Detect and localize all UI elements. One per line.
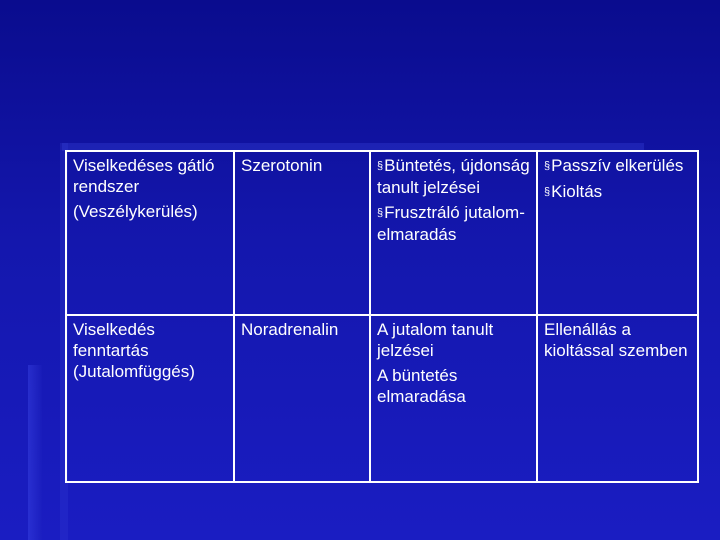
comparison-table (65, 150, 699, 483)
bullet-icon: § (377, 207, 384, 219)
transmitter-cell (234, 151, 370, 315)
list-item: A büntetés elmaradása (377, 366, 466, 406)
transmitter-name: Noradrenalin (241, 320, 339, 339)
table-row (66, 151, 698, 315)
system-subtitle: (Veszélykerülés) (73, 202, 198, 221)
decorative-left-strip (28, 365, 42, 540)
table-row (66, 315, 698, 482)
transmitter-name: Szerotonin (241, 156, 323, 175)
system-cell (66, 315, 234, 482)
responses-cell (537, 151, 698, 315)
bullet-icon: § (544, 186, 551, 198)
list-item: §Frusztráló jutalom-elmaradás (377, 203, 525, 244)
signals-cell (370, 315, 537, 482)
system-name: Viselkedés fenntartás (Jutalomfüggés) (73, 320, 195, 381)
signals-cell (370, 151, 537, 315)
transmitter-cell (234, 315, 370, 482)
list-item: §Kioltás (544, 182, 603, 201)
list-item: §Passzív elkerülés (544, 156, 684, 175)
system-cell (66, 151, 234, 315)
bullet-icon: § (377, 160, 384, 172)
list-item: §Büntetés, újdonság tanult jelzései (377, 156, 530, 197)
list-item: A jutalom tanult jelzései (377, 320, 494, 360)
system-name: Viselkedéses gátló rendszer (73, 156, 215, 196)
responses-cell (537, 315, 698, 482)
list-item: Ellenállás a kioltással szemben (544, 320, 688, 360)
bullet-icon: § (544, 160, 551, 172)
